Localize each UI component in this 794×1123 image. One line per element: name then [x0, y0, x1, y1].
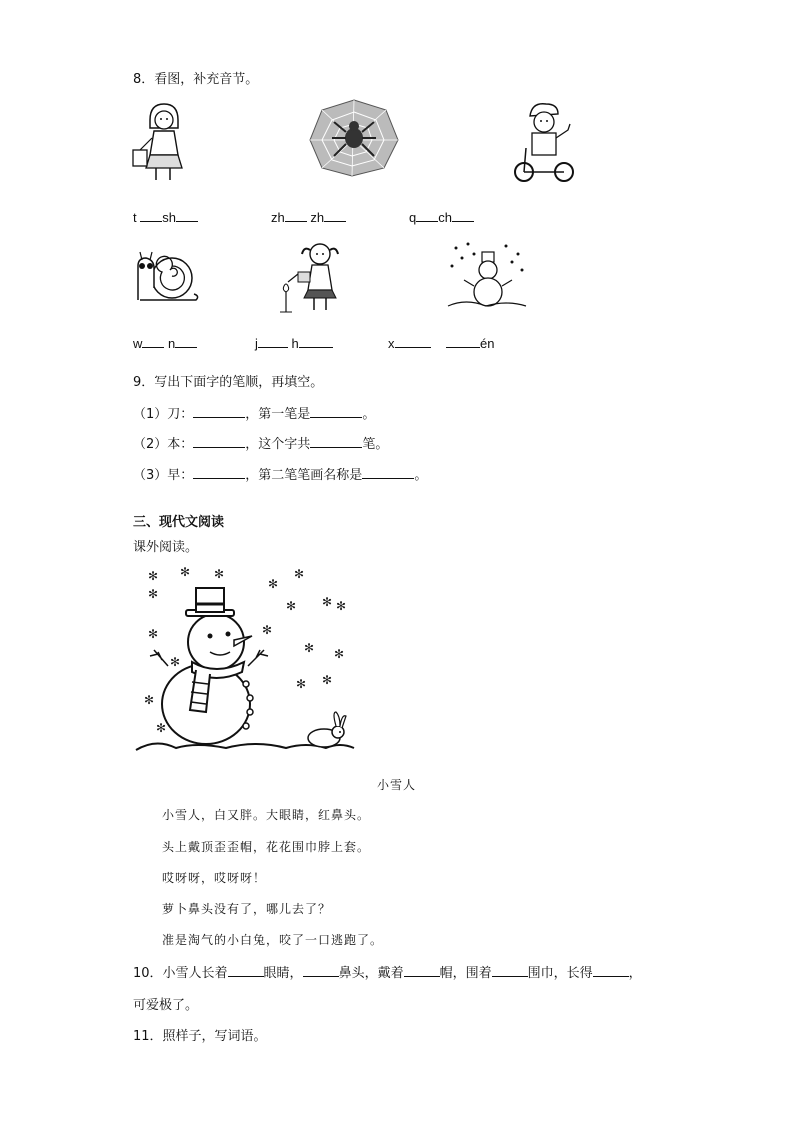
blank[interactable] — [285, 209, 307, 222]
syllable-row2-item3 — [388, 335, 431, 351]
item-number: （1） — [133, 407, 168, 422]
poem-line: 头上戴顶歪歪帽，花花围巾脖上套。 — [162, 840, 371, 854]
svg-text:✻: ✻ — [214, 567, 225, 581]
blank[interactable] — [416, 209, 438, 222]
poem-line: 哎呀呀，哎呀呀！ — [162, 871, 267, 885]
blank[interactable] — [446, 335, 480, 348]
svg-text:✻: ✻ — [336, 599, 347, 613]
girl-with-bucket-picture — [132, 100, 192, 185]
svg-text:✻: ✻ — [148, 587, 159, 601]
boy-on-tricycle-picture — [514, 100, 578, 186]
svg-text:✻: ✻ — [156, 721, 167, 735]
question-9-item1 — [133, 403, 375, 422]
question-9-item2 — [133, 433, 388, 452]
blank[interactable] — [404, 964, 440, 977]
syllable-part: n — [168, 336, 176, 351]
item-character: 早： — [167, 468, 194, 483]
blank[interactable] — [193, 405, 245, 418]
svg-text:✻: ✻ — [322, 673, 333, 687]
question-text: 10．小雪人长着 — [133, 966, 228, 981]
item-character: 本： — [167, 437, 194, 452]
syllable-row1-item1 — [133, 209, 198, 225]
syllable-part: ch — [438, 210, 452, 225]
question-text: ， — [628, 966, 642, 981]
item-text: ，第一笔是 — [245, 407, 311, 422]
blank[interactable] — [362, 466, 414, 479]
blank[interactable] — [303, 964, 339, 977]
section-heading: 三、现代文阅读 — [133, 515, 225, 530]
item-text: 笔。 — [362, 437, 389, 452]
question-9-item3 — [133, 464, 427, 483]
snowman-in-snow-picture — [446, 240, 528, 314]
item-text: ，这个字共 — [245, 437, 311, 452]
syllable-row2-item1 — [133, 335, 197, 351]
question-text: 帽，围着 — [439, 966, 492, 981]
question-8-title: 8．看图，补充音节。 — [133, 72, 259, 87]
question-text: 围巾，长得 — [527, 966, 593, 981]
blank[interactable] — [228, 964, 264, 977]
syllable-part: t — [133, 210, 137, 225]
syllable-part: w — [133, 336, 143, 351]
blank[interactable] — [193, 466, 245, 479]
svg-text:✻: ✻ — [148, 627, 159, 641]
question-text: 鼻头，戴着 — [338, 966, 404, 981]
svg-text:✻: ✻ — [304, 641, 315, 655]
poem-line: 准是淘气的小白兔，咬了一口逃跑了。 — [162, 933, 384, 947]
item-text: 。 — [362, 407, 376, 422]
svg-text:✻: ✻ — [294, 567, 305, 581]
blank[interactable] — [299, 335, 333, 348]
blank[interactable] — [193, 435, 245, 448]
spider-web-picture — [308, 98, 400, 178]
item-number: （2） — [133, 437, 168, 452]
blank[interactable] — [310, 405, 362, 418]
syllable-part: x — [388, 336, 395, 351]
question-10-line2: 可爱极了。 — [133, 998, 199, 1013]
syllable-part: sh — [162, 210, 176, 225]
syllable-part: én — [480, 336, 495, 351]
question-11-title: 11．照样子，写词语。 — [133, 1029, 267, 1044]
syllable-part: h — [291, 336, 299, 351]
blank[interactable] — [142, 335, 164, 348]
poem-line: 小雪人，白又胖。大眼睛，红鼻头。 — [162, 808, 371, 822]
syllable-part: j — [255, 336, 258, 351]
item-character: 刀： — [167, 407, 194, 422]
item-number: （3） — [133, 468, 168, 483]
syllable-row1-item3 — [409, 209, 474, 225]
snowman-illustration — [136, 566, 358, 754]
section-subheading: 课外阅读。 — [133, 540, 199, 555]
svg-text:✻: ✻ — [262, 623, 273, 637]
syllable-row2-item2 — [255, 335, 333, 351]
svg-text:✻: ✻ — [268, 577, 279, 591]
svg-text:✻: ✻ — [334, 647, 345, 661]
question-text: 眼睛， — [263, 966, 303, 981]
blank[interactable] — [324, 209, 346, 222]
syllable-row2-item4 — [446, 335, 494, 351]
syllable-part: q — [409, 210, 417, 225]
blank[interactable] — [140, 209, 162, 222]
blank[interactable] — [310, 435, 362, 448]
girl-watering-flower-picture — [276, 238, 348, 318]
item-text: ，第二笔笔画名称是 — [245, 468, 363, 483]
svg-text:✻: ✻ — [322, 595, 333, 609]
svg-text:✻: ✻ — [144, 693, 155, 707]
poem-line: 萝卜鼻头没有了，哪儿去了？ — [162, 902, 332, 916]
blank[interactable] — [452, 209, 474, 222]
svg-text:✻: ✻ — [148, 569, 159, 583]
question-10 — [133, 962, 642, 981]
svg-text:✻: ✻ — [286, 599, 297, 613]
blank[interactable] — [395, 335, 431, 348]
blank[interactable] — [175, 335, 197, 348]
poem-title: 小雪人 — [377, 778, 417, 792]
question-9-title: 9．写出下面字的笔顺，再填空。 — [133, 375, 324, 390]
syllable-part: zh — [310, 210, 325, 225]
svg-text:✻: ✻ — [180, 565, 191, 579]
item-text: 。 — [414, 468, 428, 483]
syllable-row1-item2 — [271, 209, 346, 225]
svg-text:✻: ✻ — [170, 655, 181, 669]
snail-picture — [132, 248, 202, 306]
blank[interactable] — [492, 964, 528, 977]
syllable-part: zh — [271, 210, 285, 225]
blank[interactable] — [593, 964, 629, 977]
svg-text:✻: ✻ — [296, 677, 307, 691]
blank[interactable] — [258, 335, 288, 348]
blank[interactable] — [176, 209, 198, 222]
